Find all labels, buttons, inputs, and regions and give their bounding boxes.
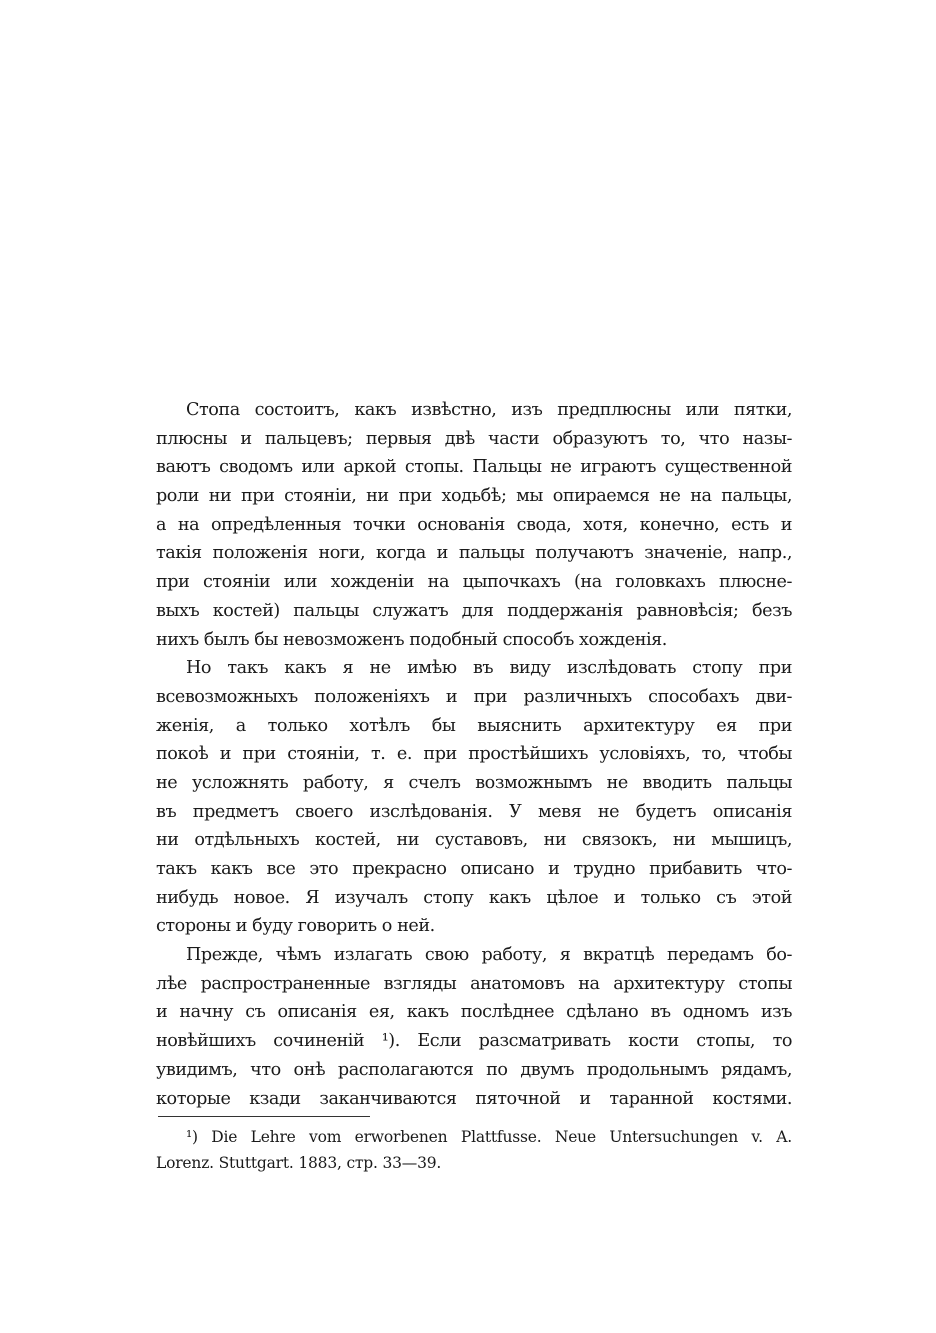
- footnote: [156, 1124, 792, 1176]
- text-line: роли ни при стояніи, ни при ходьбѣ; мы опираемся не на пальцы,: [156, 486, 792, 507]
- text-line: такія положенія ноги, когда и пальцы получаютъ значеніе, напр.,: [156, 543, 792, 564]
- text-line: которые кзади заканчиваются пяточной и таранной костями.: [156, 1088, 792, 1109]
- text-line: стороны и буду говорить о ней.: [156, 916, 435, 937]
- paragraph-2: [156, 654, 792, 941]
- text-line: въ предметъ своего изслѣдованія. У мевя не будетъ описанія: [156, 801, 792, 822]
- text-line: не усложнять работу, я счелъ возможнымъ не вводить пальцы: [156, 772, 792, 793]
- paragraph-1: [156, 396, 792, 654]
- paragraph-3: [156, 941, 792, 1113]
- text-line: а на опредѣленныя точки основанія свода, хотя, конечно, есть и: [156, 514, 792, 535]
- text-line: лѣе распространенные взгляды анатомовъ на архитектуру стопы: [156, 973, 792, 994]
- footnote-line: Lorenz. Stuttgart. 1883, стр. 33—39.: [156, 1154, 442, 1172]
- footnote-line: ¹) Die Lehre vom erworbenen Plattfusse. Neue Untersuchungen v. A.: [186, 1128, 792, 1146]
- text-line: Но такъ какъ я не имѣю въ виду изслѣдовать стопу при: [186, 658, 792, 679]
- text-line: выхъ костей) пальцы служатъ для поддержанія равновѣсія; безъ: [156, 600, 792, 621]
- text-line: и начну съ описанія ея, какъ послѣднее сдѣлано въ одномъ изъ: [156, 1002, 792, 1023]
- text-line: плюсны и пальцевъ; первыя двѣ части образуютъ то, что назы-: [156, 428, 792, 449]
- text-line: покоѣ и при стояніи, т. е. при простѣйшихъ условіяхъ, то, чтобы: [156, 744, 792, 765]
- text-line: ваютъ сводомъ или аркой стопы. Пальцы не играютъ существенной: [156, 457, 792, 478]
- text-line: ни отдѣльныхъ костей, ни суставовъ, ни связокъ, ни мышицъ,: [156, 830, 792, 851]
- text-line: нихъ былъ бы невозможенъ подобный способъ хожденія.: [156, 629, 667, 650]
- body-text: [156, 396, 792, 1113]
- text-line: всевозможныхъ положеніяхъ и при различныхъ способахъ дви-: [156, 686, 792, 707]
- text-line: новѣйшихъ сочиненій ¹). Если разсматривать кости стопы, то: [156, 1031, 792, 1052]
- text-line: Прежде, чѣмъ излагать свою работу, я вкратцѣ передамъ бо-: [186, 945, 792, 966]
- text-line: при стояніи или хожденіи на цыпочкахъ (на головкахъ плюсне-: [156, 572, 792, 593]
- text-line: увидимъ, что онѣ располагаются по двумъ продольнымъ рядамъ,: [156, 1059, 792, 1080]
- text-line: нибудь новое. Я изучалъ стопу какъ цѣлое и только съ этой: [156, 887, 792, 908]
- footnote-divider: [158, 1116, 370, 1117]
- text-line: такъ какъ все это прекрасно описано и трудно прибавить что-: [156, 859, 792, 879]
- text-line: Стопа состоитъ, какъ извѣстно, изъ предплюсны или пятки,: [186, 400, 792, 420]
- text-line: женія, а только хотѣлъ бы выяснить архитектуру ея при: [156, 715, 792, 736]
